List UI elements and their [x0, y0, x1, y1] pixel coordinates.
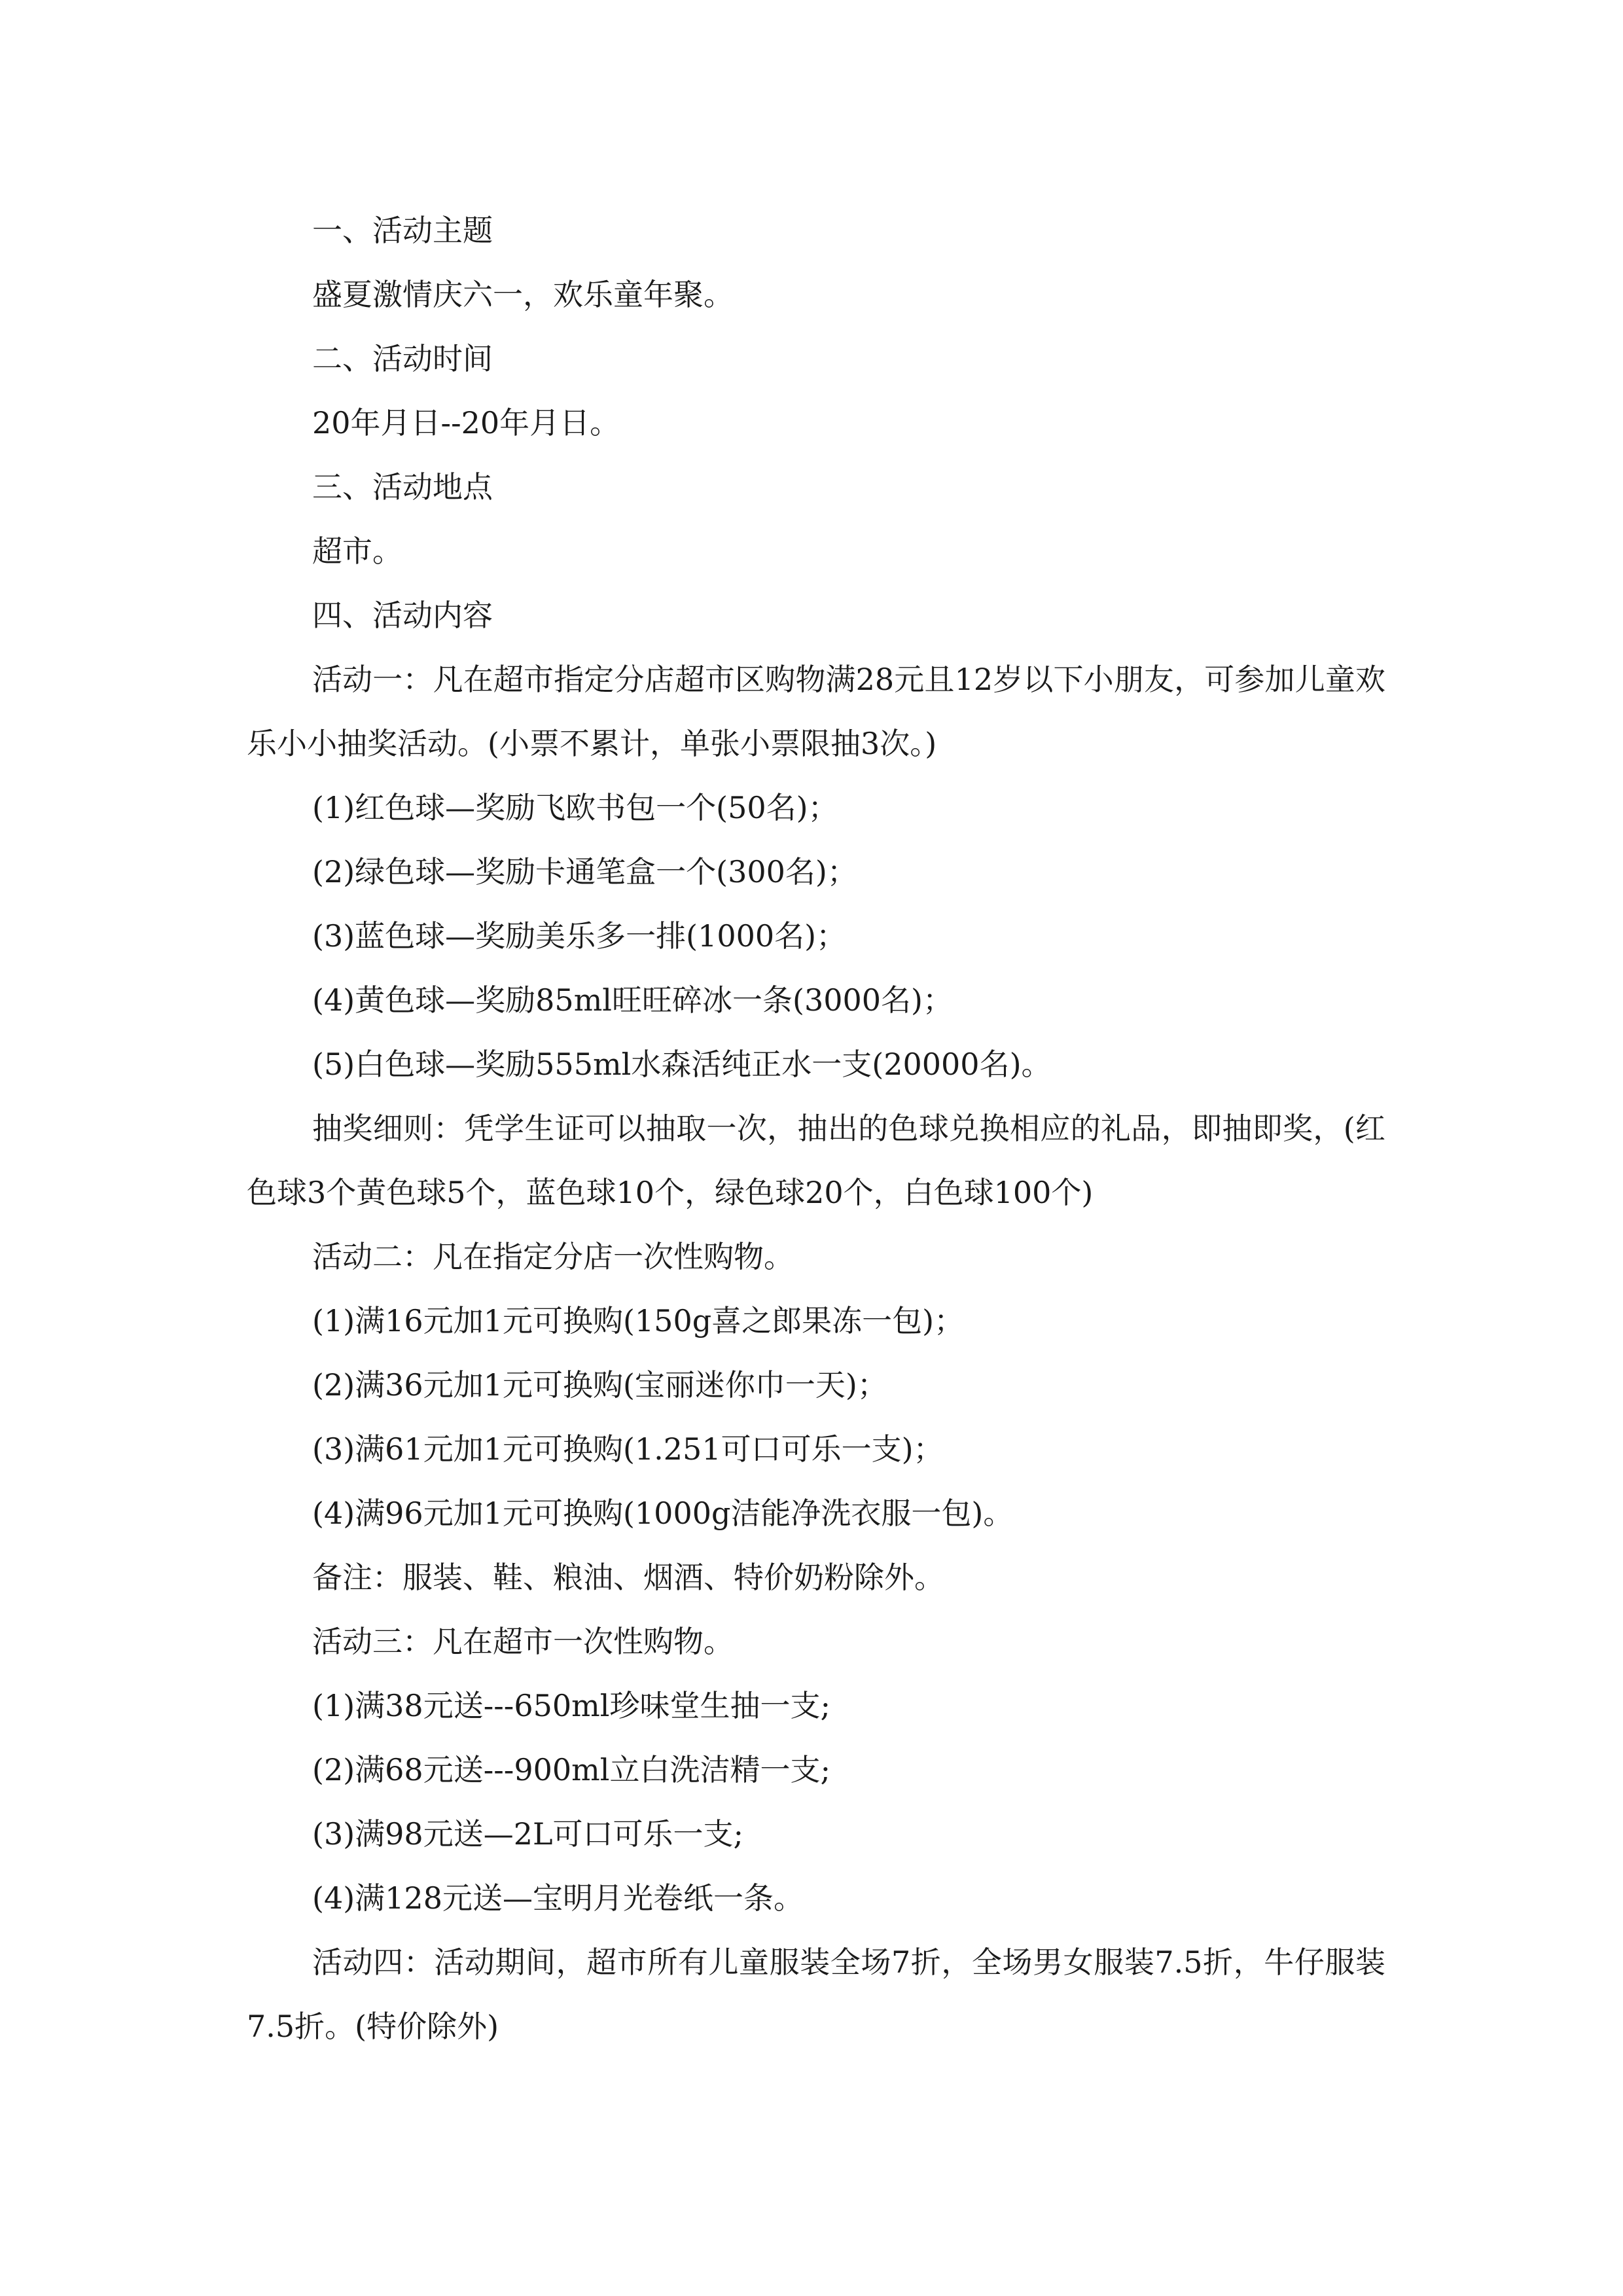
lottery-rules-paragraph: 抽奖细则：凭学生证可以抽取一次，抽出的色球兑换相应的礼品，即抽即奖，(红色球3个黄色球5个，蓝色球10个，绿色球20个，白色球100个) — [247, 1111, 1385, 1210]
prize-item-blue: (3)蓝色球—奖励美乐多一排(1000名)； — [312, 918, 847, 954]
document-body — [247, 198, 1385, 2058]
activity-three-paragraph: 活动三：凡在超市一次性购物。 — [312, 1624, 734, 1659]
gift-item-38: (1)满38元送---650ml珍味堂生抽一支; — [312, 1688, 830, 1723]
remark-paragraph: 备注：服装、鞋、粮油、烟酒、特价奶粉除外。 — [312, 1560, 944, 1595]
gift-item-128: (4)满128元送—宝明月光卷纸一条。 — [312, 1880, 804, 1916]
theme-text: 盛夏激情庆六一，欢乐童年聚。 — [312, 277, 734, 312]
section-heading-location: 三、活动地点 — [312, 469, 493, 505]
activity-four-paragraph: 活动四：活动期间，超市所有儿童服装全场7折，全场男女服装7.5折，牛仔服装7.5折。(特价除外) — [247, 1945, 1385, 2044]
section-heading-theme: 一、活动主题 — [312, 213, 493, 248]
exchange-item-36: (2)满36元加1元可换购(宝丽迷你巾一天)； — [312, 1367, 887, 1403]
location-text: 超市。 — [312, 533, 402, 569]
exchange-item-96: (4)满96元加1元可换购(1000g洁能净洗衣服一包)。 — [312, 1496, 1014, 1531]
prize-item-white: (5)白色球—奖励555ml水森活纯正水一支(20000名)。 — [312, 1047, 1052, 1082]
section-heading-time: 二、活动时间 — [312, 341, 493, 376]
section-heading-content: 四、活动内容 — [312, 598, 493, 633]
gift-item-98: (3)满98元送—2L可口可乐一支; — [312, 1816, 744, 1852]
exchange-item-16: (1)满16元加1元可换购(150g喜之郎果冻一包)； — [312, 1303, 965, 1338]
prize-item-green: (2)绿色球—奖励卡通笔盒一个(300名)； — [312, 854, 857, 889]
prize-item-red: (1)红色球—奖励飞欧书包一个(50名)； — [312, 790, 838, 825]
exchange-item-61: (3)满61元加1元可换购(1.251可口可乐一支)； — [312, 1431, 944, 1467]
activity-one-paragraph: 活动一：凡在超市指定分店超市区购物满28元且12岁以下小朋友，可参加儿童欢乐小小抽奖活动。(小票不累计，单张小票限抽3次。) — [247, 662, 1385, 761]
time-text: 20年月日--20年月日。 — [312, 405, 620, 440]
activity-two-paragraph: 活动二：凡在指定分店一次性购物。 — [312, 1239, 794, 1274]
gift-item-68: (2)满68元送---900ml立白洗洁精一支; — [312, 1752, 830, 1787]
prize-item-yellow: (4)黄色球—奖励85ml旺旺碎冰一条(3000名)； — [312, 982, 953, 1018]
